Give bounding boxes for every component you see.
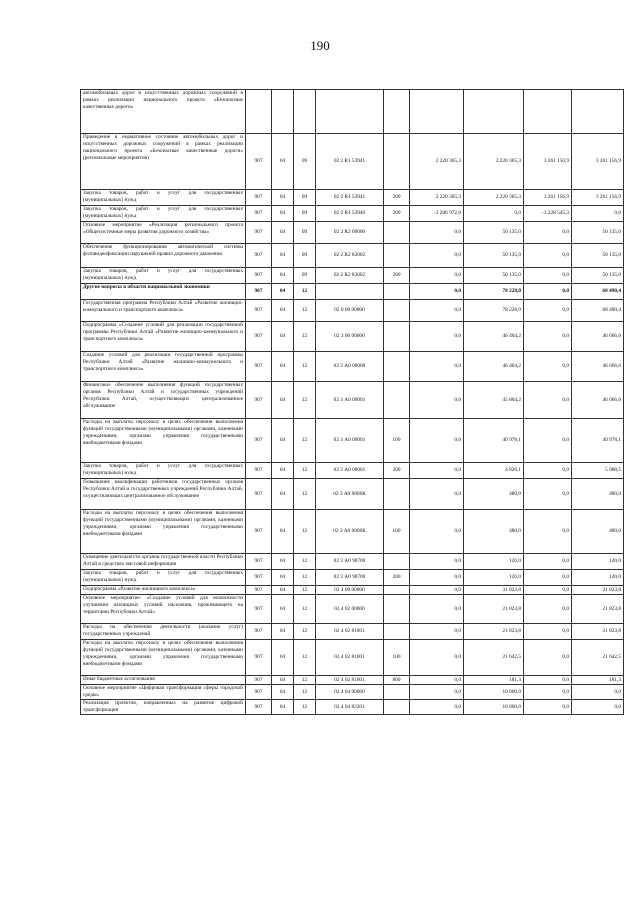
row-amount-change-2-cell: 0,0 (524, 300, 572, 322)
row-amount-total-1-cell: 40 978,1 (464, 419, 524, 463)
row-amount-change-1-cell: 0,0 (410, 352, 464, 382)
row-admin-code-cell: 907 (246, 570, 272, 586)
row-admin-code-cell: 907 (246, 268, 272, 284)
row-section-cell: 04 (272, 284, 294, 300)
row-subsection-cell: 12 (294, 595, 316, 624)
row-subsection-cell: 12 (294, 479, 316, 510)
row-amount-total-2-cell: 0,0 (572, 700, 624, 715)
row-section-cell: 04 (272, 554, 294, 570)
table-row (81, 284, 624, 300)
row-amount-total-1-cell: 2 220 365,3 (464, 134, 524, 190)
row-target-article-cell: 02 2 R1 53941 (316, 134, 384, 190)
row-subsection-cell: 12 (294, 685, 316, 700)
row-target-article-cell: 02 4 02 00000 (316, 595, 384, 624)
row-name-cell: Создание условий для реализации государственной программы Республики Алтай «Развитие жилищно-коммунального и транспортного комплекса» (81, 352, 246, 382)
row-name-cell: Основное мероприятие «Реализация регионального проекта «Общесистемные меры развития дорожного хозяйства» (81, 222, 246, 244)
row-section-cell: 04 (272, 268, 294, 284)
row-expense-type-cell: 100 (384, 419, 410, 463)
row-target-article-cell: 02 4 02 81001 (316, 624, 384, 640)
row-target-article-cell: 02 3 А0 00000 (316, 352, 384, 382)
row-name-cell: Подпрограмма «Развитие жилищного комплекса» (81, 586, 246, 595)
row-amount-total-2-cell (572, 90, 624, 134)
row-subsection-cell: 12 (294, 382, 316, 419)
row-amount-change-1-cell (410, 90, 464, 134)
row-amount-change-1-cell: 0,0 (410, 300, 464, 322)
row-expense-type-cell (384, 479, 410, 510)
table-row (81, 685, 624, 700)
row-expense-type-cell (384, 244, 410, 268)
row-target-article-cell: 02 2 R2 00000 (316, 222, 384, 244)
row-amount-total-1-cell: 21 823,8 (464, 595, 524, 624)
row-amount-change-2-cell: 3 261 156,9 (524, 190, 572, 206)
row-name-cell: Другие вопросы в области национальной экономики (81, 284, 246, 300)
row-amount-total-2-cell: 40 978,1 (572, 419, 624, 463)
row-amount-total-2-cell: 480,0 (572, 510, 624, 554)
row-amount-change-1-cell: -2 206 972,6 (410, 206, 464, 222)
table-row (81, 222, 624, 244)
row-section-cell: 04 (272, 624, 294, 640)
row-name-cell: Финансовое обеспечение выполнения функций государственных органов Республики Алтай и государственных учреждений Республики Алтай, осуществляющих централизованное обслуживание (81, 382, 246, 419)
row-admin-code-cell: 907 (246, 510, 272, 554)
row-section-cell: 04 (272, 300, 294, 322)
row-target-article-cell: 02 3 А0 0000К (316, 510, 384, 554)
row-subsection-cell: 12 (294, 419, 316, 463)
row-amount-total-1-cell: 46 404,2 (464, 352, 524, 382)
row-target-article-cell: 02 4 02 81001 (316, 676, 384, 685)
row-amount-change-2-cell: 0,0 (524, 244, 572, 268)
row-amount-total-1-cell: 2 220 365,3 (464, 190, 524, 206)
row-target-article-cell: 02 2 R2 82002 (316, 268, 384, 284)
row-amount-total-2-cell: 0,0 (572, 685, 624, 700)
row-amount-total-1-cell: 120,0 (464, 554, 524, 570)
row-amount-total-1-cell: 46 404,2 (464, 322, 524, 352)
row-section-cell: 04 (272, 676, 294, 685)
row-amount-change-1-cell: 0,0 (410, 419, 464, 463)
row-amount-total-1-cell: 120,0 (464, 570, 524, 586)
row-amount-total-2-cell: 480,0 (572, 479, 624, 510)
table-row (81, 554, 624, 570)
row-amount-total-1-cell: 31 823,8 (464, 586, 524, 595)
row-admin-code-cell: 907 (246, 463, 272, 479)
row-amount-change-1-cell: 0,0 (410, 685, 464, 700)
row-admin-code-cell: 907 (246, 322, 272, 352)
row-subsection-cell: 12 (294, 300, 316, 322)
row-amount-change-1-cell: 0,0 (410, 244, 464, 268)
row-expense-type-cell (384, 382, 410, 419)
row-amount-change-1-cell: 0,0 (410, 640, 464, 676)
table-row (81, 190, 624, 206)
row-target-article-cell (316, 284, 384, 300)
row-amount-change-2-cell: 0,0 (524, 268, 572, 284)
table-row (81, 419, 624, 463)
row-name-cell: Расходы на выплаты персоналу в целях обеспечения выполнения функций государственными (муниципальными) органами, казенными учреждениями, органами управления государственными внебюджетными фондами (81, 419, 246, 463)
table-row (81, 352, 624, 382)
row-subsection-cell (294, 90, 316, 134)
row-target-article-cell: 02 4 04 00000 (316, 685, 384, 700)
row-name-cell: Закупка товаров, работ и услуг для государственных (муниципальных) нужд (81, 206, 246, 222)
row-admin-code-cell: 907 (246, 624, 272, 640)
row-amount-total-1-cell: 45 804,2 (464, 382, 524, 419)
budget-table (80, 89, 624, 715)
row-amount-change-2-cell: 0,0 (524, 640, 572, 676)
row-expense-type-cell: 100 (384, 640, 410, 676)
row-section-cell: 04 (272, 479, 294, 510)
row-name-cell: Расходы на обеспечение деятельности (оказание услуг) государственных учреждений (81, 624, 246, 640)
row-name-cell: Закупка товаров, работ и услуг для государственных (муниципальных) нужд (81, 463, 246, 479)
row-amount-change-2-cell: 0,0 (524, 554, 572, 570)
row-amount-total-2-cell: 3 261 156,9 (572, 134, 624, 190)
row-amount-total-2-cell: 21 823,8 (572, 624, 624, 640)
row-amount-change-2-cell: 0,0 (524, 510, 572, 554)
row-subsection-cell: 12 (294, 700, 316, 715)
table-row (81, 206, 624, 222)
row-expense-type-cell (384, 352, 410, 382)
row-section-cell: 04 (272, 134, 294, 190)
row-expense-type-cell (384, 284, 410, 300)
row-expense-type-cell (384, 322, 410, 352)
row-amount-total-1-cell: 181,3 (464, 676, 524, 685)
row-amount-total-1-cell: 0,0 (464, 206, 524, 222)
table-body (81, 90, 624, 715)
row-expense-type-cell (384, 300, 410, 322)
row-section-cell: 04 (272, 586, 294, 595)
row-expense-type-cell (384, 624, 410, 640)
row-name-cell: Освещение деятельности органов государственной власти Республики Алтай в средствах массовой информации (81, 554, 246, 570)
row-section-cell: 04 (272, 700, 294, 715)
row-section-cell (272, 90, 294, 134)
row-subsection-cell: 12 (294, 322, 316, 352)
row-admin-code-cell: 907 (246, 595, 272, 624)
table-row (81, 510, 624, 554)
row-amount-total-2-cell: 50 135,0 (572, 268, 624, 284)
table-row (81, 134, 624, 190)
row-amount-total-2-cell: 5 088,5 (572, 463, 624, 479)
row-section-cell: 04 (272, 382, 294, 419)
row-subsection-cell: 12 (294, 554, 316, 570)
row-subsection-cell: 12 (294, 570, 316, 586)
row-amount-total-1-cell: 10 000,0 (464, 700, 524, 715)
row-amount-total-1-cell: 50 135,0 (464, 268, 524, 284)
row-amount-total-1-cell: 480,0 (464, 479, 524, 510)
row-admin-code-cell: 907 (246, 134, 272, 190)
row-subsection-cell: 12 (294, 352, 316, 382)
row-target-article-cell: 02 3 А0 00001 (316, 419, 384, 463)
row-subsection-cell: 09 (294, 206, 316, 222)
row-subsection-cell: 12 (294, 284, 316, 300)
row-amount-change-1-cell: 0,0 (410, 676, 464, 685)
row-amount-change-2-cell: 0,0 (524, 419, 572, 463)
row-amount-change-2-cell: 0,0 (524, 463, 572, 479)
row-amount-total-1-cell: 21 823,8 (464, 624, 524, 640)
row-amount-change-2-cell: 0,0 (524, 586, 572, 595)
row-admin-code-cell: 907 (246, 676, 272, 685)
row-name-cell: Расходы на выплаты персоналу в целях обеспечения выполнения функций государственными (муниципальными) органами, казенными учреждениями, органами управления государственными внебюджетными фондами (81, 640, 246, 676)
row-target-article-cell: 02 4 04 82201 (316, 700, 384, 715)
row-amount-total-2-cell: 21 642,5 (572, 640, 624, 676)
row-amount-total-1-cell: 10 000,0 (464, 685, 524, 700)
row-section-cell: 04 (272, 419, 294, 463)
row-expense-type-cell (384, 90, 410, 134)
row-amount-change-1-cell: 0,0 (410, 322, 464, 352)
row-name-cell: Реализация проектов, направленных на развитие цифровой трансформации (81, 700, 246, 715)
row-section-cell: 04 (272, 510, 294, 554)
row-subsection-cell: 12 (294, 676, 316, 685)
row-amount-total-2-cell: 21 823,8 (572, 586, 624, 595)
table-row (81, 586, 624, 595)
row-expense-type-cell: 200 (384, 463, 410, 479)
row-name-cell: Повышение квалификации работников государственных органов Республики Алтай и государственных учреждений Республики Алтай, осуществляющих централизованное обслуживание (81, 479, 246, 510)
row-target-article-cell: 02 3 А0 98700 (316, 554, 384, 570)
row-amount-total-2-cell: 46 666,6 (572, 352, 624, 382)
row-amount-change-2-cell: 0,0 (524, 284, 572, 300)
row-amount-total-2-cell: 0,0 (572, 206, 624, 222)
row-name-cell: Основное мероприятие «Цифровая трансформация сферы городской среды» (81, 685, 246, 700)
row-subsection-cell: 12 (294, 624, 316, 640)
row-expense-type-cell (384, 134, 410, 190)
row-amount-total-1-cell: 4 826,1 (464, 463, 524, 479)
row-admin-code-cell: 907 (246, 479, 272, 510)
row-amount-change-2-cell: 0,0 (524, 685, 572, 700)
row-amount-total-2-cell: 3 261 156,9 (572, 190, 624, 206)
row-amount-change-1-cell: 0,0 (410, 510, 464, 554)
row-name-cell: автомобильных дорог и искусственных дорожных сооружений в рамках реализации национального проекта «Безопасные качественные дороги» (81, 90, 246, 134)
row-target-article-cell: 02 0 00 00000 (316, 300, 384, 322)
row-target-article-cell: 02 4 02 81001 (316, 640, 384, 676)
row-section-cell: 04 (272, 570, 294, 586)
row-amount-change-1-cell: 0,0 (410, 700, 464, 715)
row-amount-total-1-cell: 78 228,0 (464, 300, 524, 322)
row-subsection-cell: 12 (294, 640, 316, 676)
row-target-article-cell: 02 3 А0 98700 (316, 570, 384, 586)
row-expense-type-cell: 200 (384, 206, 410, 222)
row-amount-change-1-cell: 0,0 (410, 284, 464, 300)
row-expense-type-cell (384, 685, 410, 700)
row-amount-total-2-cell: 21 823,8 (572, 595, 624, 624)
row-section-cell: 04 (272, 352, 294, 382)
row-subsection-cell: 12 (294, 510, 316, 554)
row-amount-change-2-cell: 0,0 (524, 222, 572, 244)
row-amount-change-1-cell: 2 220 365,3 (410, 190, 464, 206)
row-section-cell: 04 (272, 463, 294, 479)
row-amount-total-1-cell: 50 135,0 (464, 244, 524, 268)
row-section-cell: 04 (272, 640, 294, 676)
row-amount-change-2-cell: 0,0 (524, 322, 572, 352)
row-admin-code-cell: 907 (246, 206, 272, 222)
row-admin-code-cell: 907 (246, 352, 272, 382)
row-amount-change-1-cell: 0,0 (410, 463, 464, 479)
row-subsection-cell: 09 (294, 134, 316, 190)
row-amount-change-2-cell: 0,0 (524, 700, 572, 715)
row-amount-change-2-cell: 0,0 (524, 676, 572, 685)
table-row (81, 300, 624, 322)
row-target-article-cell: 02 2 R1 53940 (316, 206, 384, 222)
table-row (81, 640, 624, 676)
row-target-article-cell: 02 3 А0 00001 (316, 382, 384, 419)
row-section-cell: 04 (272, 222, 294, 244)
row-name-cell: Закупка товаров, работ и услуг для государственных (муниципальных) нужд (81, 570, 246, 586)
table-row (81, 382, 624, 419)
row-amount-change-2-cell: 0,0 (524, 479, 572, 510)
row-expense-type-cell: 800 (384, 676, 410, 685)
page-number: 190 (310, 38, 330, 53)
row-amount-change-1-cell: 0,0 (410, 222, 464, 244)
row-subsection-cell: 12 (294, 463, 316, 479)
row-expense-type-cell (384, 222, 410, 244)
row-amount-change-2-cell: 3 261 156,9 (524, 134, 572, 190)
row-amount-total-1-cell: 480,0 (464, 510, 524, 554)
row-target-article-cell: 02 2 R2 82002 (316, 244, 384, 268)
table-row (81, 624, 624, 640)
row-amount-total-1-cell: 78 228,0 (464, 284, 524, 300)
row-amount-change-1-cell: 0,0 (410, 595, 464, 624)
row-target-article-cell: 02 3 00 00000 (316, 322, 384, 352)
row-amount-change-2-cell (524, 90, 572, 134)
row-amount-change-2-cell: 0,0 (524, 382, 572, 419)
row-amount-total-1-cell (464, 90, 524, 134)
row-amount-change-1-cell: 0,0 (410, 479, 464, 510)
row-amount-total-2-cell: 46 066,6 (572, 382, 624, 419)
row-section-cell: 04 (272, 244, 294, 268)
table-row (81, 463, 624, 479)
row-expense-type-cell (384, 595, 410, 624)
row-target-article-cell: 02 2 R1 53941 (316, 190, 384, 206)
row-subsection-cell: 09 (294, 244, 316, 268)
table-row (81, 479, 624, 510)
row-target-article-cell: 02 3 А0 00001 (316, 463, 384, 479)
row-expense-type-cell (384, 586, 410, 595)
row-name-cell: Государственная программа Республики Алтай «Развитие жилищно-коммунального и транспортного комплекса» (81, 300, 246, 322)
row-admin-code-cell: 907 (246, 284, 272, 300)
row-name-cell: Расходы на выплаты персоналу в целях обеспечения выполнения функций государственными (муниципальными) органами, казенными учреждениями, органами управления государственными внебюджетными фондами (81, 510, 246, 554)
table-row (81, 244, 624, 268)
row-amount-total-1-cell: 50 135,0 (464, 222, 524, 244)
row-amount-total-2-cell: 68 490,4 (572, 300, 624, 322)
row-admin-code-cell: 907 (246, 300, 272, 322)
row-name-cell: Закупка товаров, работ и услуг для государственных (муниципальных) нужд (81, 268, 246, 284)
row-amount-change-2-cell: 0,0 (524, 570, 572, 586)
row-amount-change-1-cell: 0,0 (410, 570, 464, 586)
row-amount-change-1-cell: 0,0 (410, 624, 464, 640)
row-admin-code-cell: 907 (246, 554, 272, 570)
row-amount-change-2-cell: 0,0 (524, 352, 572, 382)
row-admin-code-cell: 907 (246, 700, 272, 715)
row-expense-type-cell (384, 700, 410, 715)
row-amount-total-2-cell: 120,0 (572, 570, 624, 586)
row-subsection-cell: 09 (294, 190, 316, 206)
row-admin-code-cell: 907 (246, 640, 272, 676)
table-row (81, 676, 624, 685)
table-row (81, 322, 624, 352)
row-amount-total-2-cell: 120,0 (572, 554, 624, 570)
row-expense-type-cell (384, 554, 410, 570)
row-name-cell: Основное мероприятие: «Создание условий для возможности улучшения жилищных условий населения, проживающего на территории Республики Алтай» (81, 595, 246, 624)
row-expense-type-cell: 200 (384, 268, 410, 284)
row-admin-code-cell (246, 90, 272, 134)
table-row (81, 595, 624, 624)
row-target-article-cell: 02 3 А0 0000К (316, 479, 384, 510)
row-expense-type-cell: 200 (384, 190, 410, 206)
row-name-cell: Иные бюджетные ассигнования (81, 676, 246, 685)
row-section-cell: 04 (272, 206, 294, 222)
table-row (81, 268, 624, 284)
row-amount-total-2-cell: 46 666,6 (572, 322, 624, 352)
row-amount-total-2-cell: 68 490,4 (572, 284, 624, 300)
row-amount-change-1-cell: 2 220 365,3 (410, 134, 464, 190)
row-amount-change-2-cell: -3 228 545,3 (524, 206, 572, 222)
row-expense-type-cell: 200 (384, 570, 410, 586)
row-amount-change-1-cell: 0,0 (410, 382, 464, 419)
table-row (81, 700, 624, 715)
row-section-cell: 04 (272, 595, 294, 624)
row-amount-total-2-cell: 50 135,0 (572, 244, 624, 268)
row-amount-total-1-cell: 21 642,5 (464, 640, 524, 676)
row-name-cell: Обеспечение функционирования автоматической системы фотовидеофиксации нарушений правил дорожного движения (81, 244, 246, 268)
row-admin-code-cell: 907 (246, 190, 272, 206)
row-target-article-cell (316, 90, 384, 134)
row-amount-change-1-cell: 0,0 (410, 586, 464, 595)
row-admin-code-cell: 907 (246, 222, 272, 244)
row-amount-change-2-cell: 0,0 (524, 595, 572, 624)
row-amount-change-2-cell: 0,0 (524, 624, 572, 640)
table-row (81, 570, 624, 586)
row-amount-change-1-cell: 0,0 (410, 554, 464, 570)
row-target-article-cell: 02 4 00 00000 (316, 586, 384, 595)
row-section-cell: 04 (272, 190, 294, 206)
row-admin-code-cell: 907 (246, 685, 272, 700)
row-expense-type-cell: 100 (384, 510, 410, 554)
row-section-cell: 04 (272, 685, 294, 700)
row-amount-change-1-cell: 0,0 (410, 268, 464, 284)
row-name-cell: Подпрограмма «Создание условий для реализации государственной программы Республики Алтай «Развитие жилищно-коммунального и транспортного комплекса» (81, 322, 246, 352)
row-admin-code-cell: 907 (246, 244, 272, 268)
row-amount-total-2-cell: 181,3 (572, 676, 624, 685)
row-subsection-cell: 09 (294, 222, 316, 244)
row-admin-code-cell: 907 (246, 382, 272, 419)
row-subsection-cell: 12 (294, 586, 316, 595)
row-admin-code-cell: 907 (246, 419, 272, 463)
row-name-cell: Приведение в нормативное состояние автомобильных дорог и искусственных дорожных сооружений в рамках реализации национального проекта «Безопасные качественные дороги» (региональные мероприятия) (81, 134, 246, 190)
row-subsection-cell: 09 (294, 268, 316, 284)
row-amount-total-2-cell: 50 135,0 (572, 222, 624, 244)
table-row (81, 90, 624, 134)
row-section-cell: 04 (272, 322, 294, 352)
row-name-cell: Закупка товаров, работ и услуг для государственных (муниципальных) нужд (81, 190, 246, 206)
row-admin-code-cell: 907 (246, 586, 272, 595)
